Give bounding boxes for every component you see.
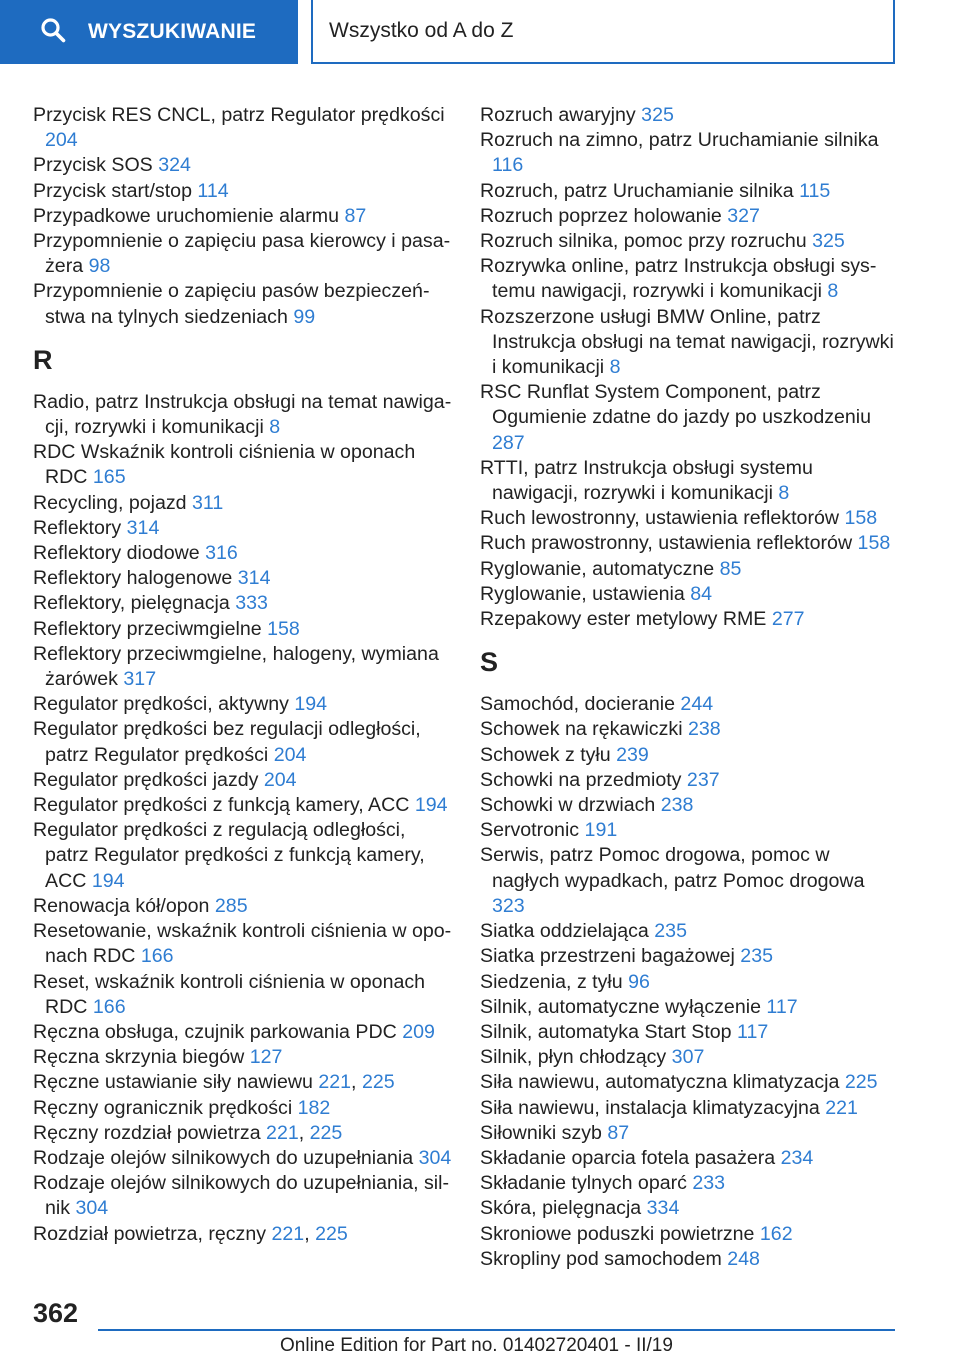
index-entry [480,179,900,204]
page-link[interactable]: 96 [628,970,650,993]
page-link[interactable]: 116 [492,154,524,177]
entry-text: Ryglowanie, ustawienia [480,582,691,605]
page-link[interactable]: 235 [654,920,687,943]
page-link[interactable]: 324 [158,154,191,177]
index-entry [33,1171,453,1221]
entry-text: Reflektory, pielęgnacja [33,592,236,615]
index-entry [33,516,453,541]
index-entry [480,818,900,843]
entry-text: Skropliny pod samochodem [480,1247,728,1270]
page-link[interactable]: 221 [318,1071,352,1094]
page-link[interactable]: 117 [737,1020,769,1043]
entry-text: Rodzaje olejów silnikowych do uzupełniania [33,1146,419,1169]
index-entry [480,1222,900,1247]
entry-text: Siła nawiewu, automatyczna klimatyzacja [480,1071,845,1094]
entry-text: Silnik, automatyka Start Stop [480,1020,738,1043]
entry-text: Reflektory halogenowe [33,567,238,590]
index-entry [480,970,900,995]
entry-text: Silnik, automatyczne wyłączenie [480,995,767,1018]
page-link[interactable]: 238 [660,794,694,817]
index-entry [33,1020,453,1045]
page-separator: , [298,1121,310,1144]
tab-index-a-z[interactable] [311,0,895,64]
page-link[interactable]: 194 [294,693,328,716]
index-entry [480,254,900,304]
index-column-left [33,103,453,1247]
index-entry [480,582,900,607]
index-entry [480,768,900,793]
page-link[interactable]: 204 [45,129,78,152]
index-entry [480,692,900,717]
page-link[interactable]: 221 [271,1222,305,1245]
entry-text: Rozruch awaryjny [480,104,642,126]
page-link[interactable]: 327 [727,204,760,227]
entry-text: Siatka przestrzeni bagażowej [480,945,741,968]
entry-text: Silnik, płyn chłodzący [480,1046,672,1069]
index-entry [33,617,453,642]
entry-text: RSC Runflat System Component, patrz Ogumienie zdatne do jazdy po uszkodzeniu [480,381,872,429]
page-link[interactable]: 127 [249,1046,283,1069]
entry-text: Reflektory przeciwmgielne [33,617,268,640]
page-link[interactable]: 115 [799,179,831,202]
entry-text: Rozdział powietrza, ręczny [33,1222,272,1245]
index-entry [480,506,900,531]
entry-text: Radio, patrz Instrukcja obsługi na temat nawigacji, rozrywki i komunikacji [33,390,452,439]
page-link[interactable]: 8 [609,356,621,379]
index-entry [480,1045,900,1070]
entry-text: Schowki w drzwiach [480,794,661,817]
entry-text: Reflektory przeciwmgielne, halogeny, wymiana żarówek [33,642,439,691]
entry-text: Przycisk start/stop [33,179,198,202]
entry-text: Rodzaje olejów silnikowych do uzupełniania, silnik [33,1172,450,1220]
page-number: 362 [33,1298,79,1328]
index-entry [33,642,453,692]
page-link[interactable]: 234 [780,1146,814,1169]
index-entry [480,843,900,919]
page-link[interactable]: 225 [309,1121,343,1144]
page-link[interactable]: 182 [297,1096,331,1119]
entry-text: Regulator prędkości jazdy [33,768,264,791]
entry-text: Servotronic [480,819,585,842]
page-link[interactable]: 333 [235,592,268,615]
page-link[interactable]: 191 [584,819,618,842]
page-link[interactable]: 325 [812,230,845,253]
page-link[interactable]: 285 [214,894,248,917]
page-link[interactable]: 239 [616,743,649,766]
entry-text: RTTI, patrz Instrukcja obsługi systemu nawigacji, rozrywki i komunikacji [480,456,813,505]
page-link[interactable]: 114 [197,179,229,202]
page-link[interactable]: 158 [267,617,300,640]
page-link[interactable]: 248 [727,1247,760,1270]
index-entry [33,1146,453,1171]
page-link[interactable]: 8 [778,482,790,505]
footer-divider [98,1329,895,1331]
page-link[interactable]: 204 [273,743,307,766]
entry-text: Ręczny rozdział powietrza [33,1121,267,1144]
page-link[interactable]: 84 [690,582,712,605]
entry-text: Skroniowe poduszki powietrzne [480,1222,760,1245]
index-entry [33,440,453,490]
entry-text: Rozruch, patrz Uruchamianie silnika [480,179,800,202]
page-link[interactable]: 238 [688,718,721,741]
entry-text: Recycling, pojazd [33,491,193,514]
entry-text: Ruch lewostronny, ustawienia reflektorów [480,507,845,530]
index-entry [33,566,453,591]
entry-text: Ryglowanie, automatyczne [480,557,720,580]
index-entry [480,919,900,944]
index-entry [480,1146,900,1171]
page-link[interactable]: 162 [759,1222,793,1245]
index-entry [33,919,453,969]
tab-label: Wszystko od A do Z [329,19,514,42]
index-entry [480,305,900,381]
index-entry [480,1171,900,1196]
entry-text: Ręczna skrzynia biegów [33,1046,250,1069]
index-entry [480,531,900,556]
page-link[interactable]: 194 [91,869,125,892]
index-entry [33,894,453,919]
index-entry [33,1070,453,1095]
entry-text: Przypadkowe uruchomienie alarmu [33,204,345,227]
entry-text: Schowek na rękawiczki [480,718,688,741]
page-link[interactable]: 277 [771,608,805,631]
page-link[interactable]: 209 [402,1020,435,1043]
index-entry [480,557,900,582]
entry-text: Ręczna obsługa, czujnik parkowania PDC [33,1020,403,1043]
page-link[interactable]: 117 [766,995,798,1018]
index-entry [480,607,900,632]
index-entry [33,717,453,767]
page-link[interactable]: 334 [646,1197,680,1220]
page-link[interactable]: 314 [126,516,160,539]
entry-text: Rozruch silnika, pomoc przy rozruchu [480,230,813,253]
entry-text: Regulator prędkości bez regulacji odległości, patrz Regulator prędkości [33,718,421,766]
page-link[interactable]: 221 [266,1121,299,1144]
page-separator: , [351,1071,362,1094]
index-entry [33,204,453,229]
entry-text: Rozrywka online, patrz Instrukcja obsługi systemu nawigacji, rozrywki i komunikacji [480,255,877,303]
page-link[interactable]: 87 [607,1121,630,1144]
page-link[interactable]: 98 [88,255,111,278]
entry-text: Resetowanie, wskaźnik kontroli ciśnienia w oponach RDC [33,920,452,968]
index-entry [33,279,453,329]
page-link[interactable]: 166 [92,995,126,1018]
search-label: WYSZUKIWANIE [88,20,257,43]
page-separator: , [304,1222,316,1245]
page-link[interactable]: 85 [719,557,742,580]
page-link[interactable]: 166 [140,945,174,968]
page-link[interactable]: 287 [492,431,525,454]
page-link[interactable]: 325 [641,104,674,126]
entry-text: Reflektory diodowe [33,542,206,565]
page-link[interactable]: 304 [418,1146,452,1169]
page-link[interactable]: 221 [825,1096,858,1119]
entry-text: Przypomnienie o zapięciu pasa kierowcy i pasażera [33,230,451,278]
page-link[interactable]: 304 [75,1197,109,1220]
index-entry [33,103,453,153]
index-entry [33,1222,453,1247]
entry-text: Rzepakowy ester metylowy RME [480,608,772,631]
page-link[interactable]: 8 [269,416,281,439]
index-entry [33,768,453,793]
index-entry [33,970,453,1020]
page-link[interactable]: 323 [492,894,525,917]
index-entry [33,1121,453,1146]
top-bar [0,0,960,66]
index-entry [480,1247,900,1272]
page-link[interactable]: 158 [857,532,891,555]
entry-text: Składanie tylnych oparć [480,1172,693,1195]
entry-text: Regulator prędkości z regulacją odległości, patrz Regulator prędkości z funkcją kamery, ACC [33,819,425,892]
index-entry [480,717,900,742]
page-link[interactable]: 237 [686,768,720,791]
page-link[interactable]: 317 [123,668,157,691]
entry-text: Skóra, pielęgnacja [480,1197,647,1220]
entry-text: Rozszerzone usługi BMW Online, patrz Instrukcja obsługi na temat nawigacji, rozrywki i komunikacji [480,305,894,379]
section-letter: S [480,647,499,678]
index-entry [33,591,453,616]
entry-text: Ruch prawostronny, ustawienia reflektorów [480,532,858,555]
page-link[interactable]: 235 [740,945,773,968]
page-link[interactable]: 244 [680,693,714,716]
index-entry [480,1070,900,1095]
index-entry [33,153,453,178]
entry-text: Przycisk RES CNCL, patrz Regulator prędkości [33,104,445,126]
entry-text: Siła nawiewu, instalacja klimatyzacyjna [480,1096,826,1119]
index-entry [480,743,900,768]
index-entry [33,818,453,894]
entry-text: Schowek z tyłu [480,743,617,766]
search-icon [40,17,66,48]
entry-text: Siatka oddzielająca [480,920,655,943]
section-letter: R [33,344,53,375]
entry-text: Serwis, patrz Pomoc drogowa, pomoc w nagłych wypadkach, patrz Pomoc drogowa [480,844,865,892]
index-entry [480,793,900,818]
entry-text: Ręczny ogranicznik prędkości [33,1096,298,1119]
index-entry [480,229,900,254]
index-entry [480,1096,900,1121]
index-entry [480,1020,900,1045]
page-link[interactable]: 99 [293,305,316,328]
index-entry [33,1045,453,1070]
page-link[interactable]: 316 [205,542,238,565]
index-entry [33,179,453,204]
index-entry [33,1096,453,1121]
entry-text: Reflektory [33,516,127,539]
page-link[interactable]: 311 [192,491,224,514]
entry-text: Samochód, docieranie [480,693,681,716]
page-link[interactable]: 225 [844,1071,878,1094]
page-link[interactable]: 8 [827,280,839,303]
index-entry [480,128,900,178]
page-link[interactable]: 87 [344,204,367,227]
entry-text: Składanie oparcia fotela pasażera [480,1146,781,1169]
page-link[interactable]: 314 [237,567,271,590]
page-link[interactable]: 194 [414,794,448,817]
page-link[interactable]: 233 [692,1172,726,1195]
entry-text: Przypomnienie o zapięciu pasów bezpieczeństwa na tylnych siedzeniach [33,280,430,328]
index-entry [480,944,900,969]
page-link[interactable]: 307 [671,1046,705,1069]
index-entry [33,793,453,818]
entry-text: Reset, wskaźnik kontroli ciśnienia w oponach RDC [33,970,426,1018]
entry-text: Ręczne ustawianie siły nawiewu [33,1071,319,1094]
entry-text: Schowki na przedmioty [480,768,687,791]
entry-text: Regulator prędkości, aktywny [33,693,295,716]
index-entry [33,541,453,566]
entry-text: Renowacja kół/opon [33,894,215,917]
index-entry [33,491,453,516]
index-entry [480,1121,900,1146]
index-entry [33,229,453,279]
page-link[interactable]: 158 [844,507,878,530]
page-link[interactable]: 225 [315,1222,348,1245]
index-entry [480,995,900,1020]
entry-text: Rozruch poprzez holowanie [480,204,728,227]
entry-text: Rozruch na zimno, patrz Uruchamianie silnika [480,129,879,152]
index-entry [480,1196,900,1221]
index-entry [480,456,900,506]
index-entry [33,390,453,440]
edition-footer: Online Edition for Part no. 01402720401 - II/19 [280,1335,673,1356]
index-entry [480,380,900,456]
search-button[interactable] [0,0,298,64]
index-column-right [480,103,900,1272]
entry-text: Siedzenia, z tyłu [480,970,629,993]
page-link[interactable]: 165 [92,466,126,489]
entry-text: Siłowniki szyb [480,1121,608,1144]
entry-text: Regulator prędkości z funkcją kamery, ACC [33,794,415,817]
page-link[interactable]: 225 [361,1071,395,1094]
entry-text: RDC Wskaźnik kontroli ciśnienia w oponach RDC [33,441,416,489]
index-entry [480,103,900,128]
entry-text: Przycisk SOS [33,154,159,177]
index-entry [33,692,453,717]
index-entry [480,204,900,229]
page-link[interactable]: 204 [263,768,297,791]
